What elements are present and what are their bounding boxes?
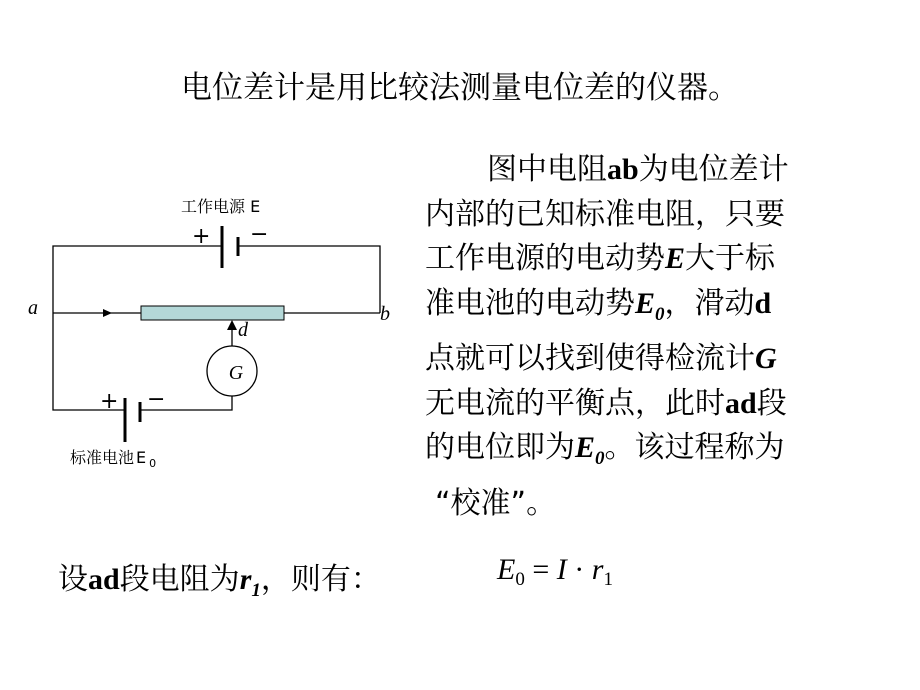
text: 图中电阻 bbox=[487, 152, 607, 187]
text: 点就可以找到使得检流计 bbox=[425, 341, 755, 376]
node-d-label: d bbox=[238, 319, 248, 341]
text: ，滑动 bbox=[664, 285, 755, 321]
text: 的电位即为 bbox=[425, 430, 575, 465]
plus-sign-bottom: + bbox=[100, 389, 119, 414]
wire-top-right bbox=[238, 246, 380, 313]
text: 大于标 bbox=[685, 241, 776, 276]
text: 准电池的电动势 bbox=[425, 285, 635, 321]
text: 段电阻为 bbox=[119, 562, 240, 597]
subscript: 1 bbox=[251, 580, 261, 601]
current-arrow-icon bbox=[103, 309, 112, 317]
text-ad: ad bbox=[88, 563, 120, 596]
node-a-label: a bbox=[28, 297, 38, 319]
formula-dot: · bbox=[566, 553, 592, 586]
formula-equals: = bbox=[524, 553, 557, 586]
subscript: 0 bbox=[655, 303, 665, 325]
standard-cell-label-sub: 0 bbox=[149, 457, 157, 470]
text-d: d bbox=[754, 286, 772, 320]
text-ad: ad bbox=[725, 386, 757, 420]
text: ，则有： bbox=[260, 562, 381, 597]
plus-sign-top: + bbox=[192, 224, 211, 249]
text-ab: ab bbox=[607, 153, 639, 186]
galvanometer-label: G bbox=[228, 362, 244, 384]
formula-I: I bbox=[556, 553, 567, 586]
para-line-2: 内部的已知标准电阻，只要 bbox=[425, 196, 785, 232]
standard-cell-label bbox=[70, 448, 156, 470]
text: 无电流的平衡点，此时 bbox=[425, 385, 725, 421]
text: 工作电源的电动势 bbox=[425, 241, 665, 276]
text-E0: E bbox=[635, 286, 656, 320]
standard-resistor-ab bbox=[141, 306, 284, 320]
text: 。该过程称为 bbox=[604, 430, 785, 465]
node-b-label: b bbox=[380, 303, 390, 325]
standard-cell-label-text: 标准电池 bbox=[70, 448, 135, 467]
minus-sign-bottom: − bbox=[147, 387, 166, 412]
text-E: E bbox=[665, 242, 686, 275]
formula-r-sub: 1 bbox=[603, 569, 613, 590]
slider-contact-arrow-icon bbox=[227, 320, 237, 330]
text: 为电位差计 bbox=[638, 152, 789, 187]
text-r: r bbox=[239, 563, 252, 596]
wire-top-left bbox=[53, 246, 222, 313]
formula-r: r bbox=[591, 553, 604, 586]
subscript: 0 bbox=[595, 448, 605, 469]
formula-E: E bbox=[497, 553, 516, 586]
text: 段 bbox=[756, 385, 787, 421]
minus-sign-top: − bbox=[250, 222, 269, 247]
para-line-8: “校准”。 bbox=[435, 485, 557, 521]
standard-cell-label-E: E bbox=[136, 448, 147, 467]
formula-E-sub: 0 bbox=[515, 569, 525, 590]
page-title: 电位差计是用比较法测量电位差的仪器。 bbox=[181, 70, 739, 106]
text-G: G bbox=[755, 342, 777, 375]
text-E0: E bbox=[575, 431, 596, 464]
text: 设 bbox=[58, 562, 88, 597]
working-source-label: 工作电源 E bbox=[181, 197, 261, 216]
